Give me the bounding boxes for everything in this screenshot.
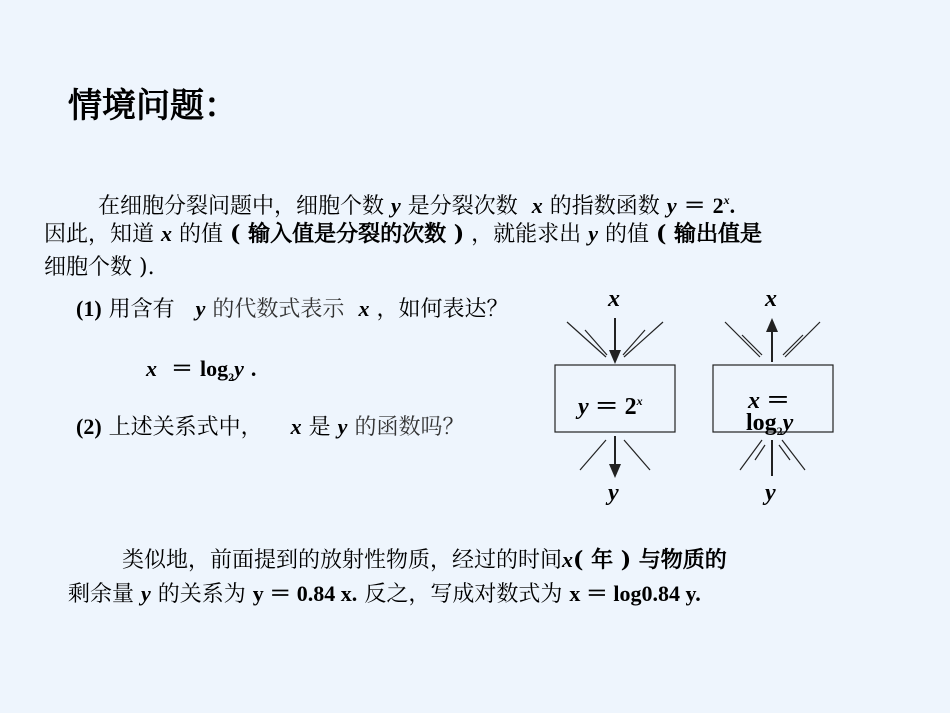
ray: [624, 440, 650, 470]
var-y: y: [666, 193, 677, 218]
ray: [782, 440, 805, 470]
intro-text: 是分裂次数: [407, 194, 518, 219]
intro-text: 的指数函数: [549, 194, 660, 219]
ray: [725, 322, 760, 357]
equation-1: y ＝ 0.84 x.: [252, 581, 358, 606]
closing-text: 剩余量: [68, 582, 135, 607]
var-y: y: [588, 221, 598, 246]
ray: [580, 440, 606, 470]
question-text: 上述关系式中，: [108, 415, 263, 440]
var-y: y: [141, 581, 151, 606]
log-base: 2: [228, 370, 235, 384]
closing-text: ( 年 ) 与物质的: [573, 547, 727, 573]
right-bottom-label: y: [765, 480, 776, 506]
intro-text: 细胞个数 ).: [44, 255, 155, 280]
log-base: 2: [776, 424, 783, 438]
closing-text: 的关系为: [157, 582, 246, 607]
var-y: y: [578, 394, 589, 420]
ray: [623, 330, 645, 355]
log-text: log: [746, 410, 777, 436]
intro-text: 的值: [604, 222, 649, 247]
ray: [567, 322, 606, 357]
var-x: x: [748, 388, 760, 414]
equals-sign: ＝: [683, 193, 706, 218]
ray: [585, 330, 607, 355]
var-x: x: [146, 356, 157, 381]
left-box-formula: [578, 386, 643, 421]
intro-text: 的值: [179, 222, 224, 247]
ray: [783, 335, 803, 355]
closing-line-1: [122, 543, 727, 578]
var-y: y: [391, 193, 401, 218]
left-input-arrowhead: [609, 350, 621, 364]
right-box-formula-line2: [746, 410, 793, 439]
exp-power: x: [636, 394, 643, 408]
ray: [779, 445, 790, 460]
question-text: 的代数式表示: [212, 297, 345, 322]
period: .: [250, 356, 257, 381]
log-text: log: [200, 356, 229, 381]
equation-2: x ＝ log0.84 y.: [569, 581, 701, 606]
question-text: 用含有: [108, 297, 175, 322]
intro-paren: ( 输出值是: [655, 221, 763, 247]
equals-sign: ＝: [766, 388, 790, 414]
slide-title: 情境问题：: [68, 86, 238, 126]
var-x: x: [290, 414, 302, 439]
question-number: (2): [76, 414, 102, 439]
intro-paren: ( 输入值是分裂的次数 ): [230, 221, 465, 247]
ray: [624, 322, 663, 357]
period: .: [729, 193, 736, 218]
question-text: 是: [308, 415, 331, 440]
right-top-label: x: [765, 286, 777, 312]
question-text: 的函数吗？: [354, 415, 465, 440]
closing-text: 反之，写成对数式为: [364, 582, 563, 607]
question-number: (1): [76, 296, 102, 321]
var-x: x: [161, 221, 173, 246]
intro-text: ，就能求出: [471, 222, 582, 247]
exp-base: 2: [624, 394, 637, 420]
left-output-arrowhead: [609, 464, 621, 478]
right-output-arrowhead: [766, 318, 778, 332]
var-x: x: [358, 296, 370, 321]
var-y: y: [195, 296, 206, 321]
var-y: y: [782, 410, 794, 436]
var-x: x: [531, 193, 543, 218]
question-text: ，如何表达？: [376, 297, 509, 322]
ray: [742, 335, 762, 355]
equals-sign: ＝: [171, 356, 194, 381]
equals-sign: ＝: [594, 394, 619, 420]
exp-base: 2: [712, 193, 724, 218]
var-y: y: [234, 356, 244, 381]
closing-line-2: [68, 577, 701, 612]
exp-power: x: [723, 193, 730, 207]
var-x: x: [562, 547, 574, 572]
left-bottom-label: y: [608, 480, 619, 506]
ray: [785, 322, 820, 357]
intro-text: 因此，知道: [44, 222, 155, 247]
left-top-label: x: [608, 286, 620, 312]
closing-text: 类似地，前面提到的放射性物质，经过的时间: [122, 548, 563, 573]
intro-text: 在细胞分裂问题中，细胞个数: [98, 194, 385, 219]
var-y: y: [337, 414, 348, 439]
